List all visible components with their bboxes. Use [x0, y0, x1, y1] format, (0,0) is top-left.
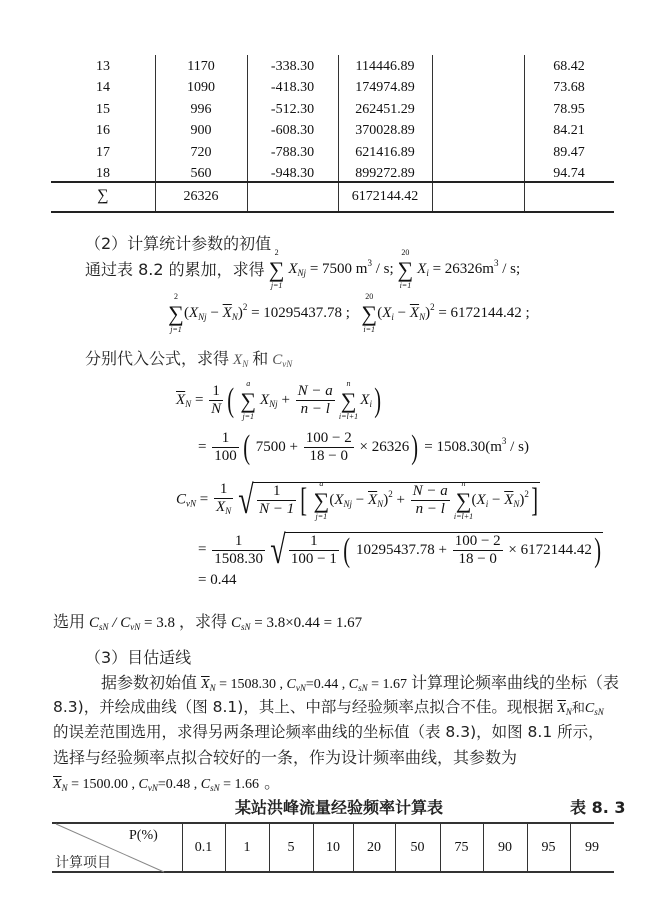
- formula-cv-line-3: = 0.44: [198, 572, 237, 588]
- corner-header-item: 计算项目: [55, 855, 111, 871]
- table-cell-sq: 899272.89: [355, 166, 415, 181]
- table-cell-dev: -512.30: [270, 102, 315, 117]
- table-8-3-label: 表 8. 3: [570, 798, 626, 817]
- column-header-p: 99: [585, 840, 599, 855]
- column-header-p: 0.1: [194, 840, 213, 855]
- formula-cv-line-2: = $\frac{1}{1508.30}$ √ $\frac{1}{100 - 1}$ ( 10295437.78 + $\frac{100 - 2}{18 - 0}$ × 6172144.42): [198, 530, 603, 570]
- sum-line-1: [85, 247, 521, 290]
- table-cell-p: 84.21: [553, 123, 585, 138]
- table-cell-sq: 262451.29: [355, 102, 415, 117]
- section-3-heading: （3）目估适线: [85, 648, 192, 667]
- sigma-icon: ∑ 2 j=1: [268, 247, 285, 290]
- column-header-p: 1: [243, 840, 251, 855]
- substitute-line: 分别代入公式，求得 XN 和 CvN: [85, 349, 293, 369]
- table-cell-dev: -338.30: [270, 59, 315, 74]
- table-cell-sq: 114446.89: [355, 59, 415, 74]
- sigma-icon: ∑ n i=l+1: [453, 478, 474, 521]
- table-cell-q: 1170: [187, 59, 215, 74]
- sum-q: 26326: [183, 189, 219, 204]
- table-cell-p: 68.42: [553, 59, 585, 74]
- table-cell-q: 900: [190, 123, 212, 138]
- para-line-5: $\overline{X}_N = 1500.00$ , $C_{vN}=0.48$ , $C_{sN} = 1.66$ 。: [53, 773, 281, 793]
- table-cell-m: 15: [96, 102, 110, 117]
- table-cell-q: 720: [190, 145, 212, 160]
- table-cell-dev: -608.30: [270, 123, 315, 138]
- sum-label: ∑: [97, 187, 109, 204]
- sigma-icon: ∑ 20 i=1: [361, 291, 378, 334]
- sqrt-icon: √: [238, 477, 254, 522]
- table-cell-q: 560: [190, 166, 212, 181]
- table-8-2-tail: [51, 55, 614, 213]
- table-cell-m: 16: [96, 123, 110, 138]
- column-header-p: 75: [454, 840, 469, 855]
- column-header-p: 20: [367, 840, 381, 855]
- column-header-p: 5: [287, 840, 295, 855]
- para-line-1: 据参数初始值 $\overline{X}_N = 1508.30$ , $C_{vN}=0.44$ , $C_{sN} = 1.67$ 计算理论频率曲线的坐标（表: [101, 673, 620, 693]
- table-cell-m: 13: [96, 59, 110, 74]
- table-bottom-rule: [51, 211, 614, 213]
- formula-mean-line-1: $\overline{X}_N$ = $\frac{1}{N}$ ( ∑ a j=1 $X_{Nj}$ + $\frac{N - a}{n - l}$ ∑ n i=l+1 $X_i$): [176, 378, 382, 421]
- table-cell-sq: 174974.89: [355, 80, 415, 95]
- table-8-3: [52, 822, 614, 873]
- table-cell-sq: 370028.89: [355, 123, 415, 138]
- column-header-p: 50: [410, 840, 425, 855]
- sum-expr-1: ∑ 2 j=1 $X_{Nj} = 7500$ $m^3$ / s; ∑ 20 i=1 $X_i = 26326m^3 / s$;: [268, 247, 521, 290]
- sqrt-icon: √: [270, 527, 286, 572]
- column-header-p: 90: [498, 840, 512, 855]
- table-cell-m: 17: [96, 145, 110, 160]
- sigma-icon: ∑ a j=1: [313, 478, 330, 521]
- table-cell-m: 18: [96, 166, 110, 181]
- table-cell-dev: -788.30: [270, 145, 315, 160]
- table-cell-p: 89.47: [553, 145, 585, 160]
- column-divider: [432, 55, 433, 213]
- table-cell-p: 94.74: [553, 166, 585, 181]
- table-cell-m: 14: [96, 80, 110, 95]
- column-header-p: 10: [326, 840, 340, 855]
- corner-header-p: P(%): [129, 828, 158, 843]
- section-2-heading: （2）计算统计参数的初值: [85, 234, 272, 253]
- formula-mean-line-2: = $\frac{1}{100}$ ( 7500 + $\frac{100 - 2}{18 - 0}$ × $26326) = 1508.30(m^3 / s)$: [198, 428, 529, 466]
- select-line: 选用 $C_{sN} / C_{vN} = 3.8$ ，求得 $C_{sN} = 3.8\times 0.44 = 1.67$: [53, 612, 363, 632]
- table-cell-dev: -418.30: [270, 80, 315, 95]
- table-cell-p: 73.68: [553, 80, 585, 95]
- sigma-icon: ∑ a j=1: [240, 378, 257, 421]
- table-cell-p: 78.95: [553, 102, 585, 117]
- sum-squares-line: ∑ 2 j=1 $(X_{Nj} - \overline{X}_N)^2 = 10295437.78$ ; ∑ 20 i=1 $(X_i - \overline{X}_N)^2 = 6172144.42$ ;: [168, 291, 530, 334]
- formula-cv-line-1: $C_{vN}$ = $\frac{1}{\overline{X}_N}$ √ $\frac{1}{N - 1}$ [ ∑ a j=1 $(X_{Nj} - \overline{X}_N)^2$ + $\frac{N - a}{n - l}$ ∑ n i=l+1 $(X_i - \overline{X}_N)^2$]: [176, 480, 540, 520]
- sigma-icon: ∑ n i=l+1: [338, 378, 359, 421]
- sigma-icon: ∑ 2 j=1: [168, 291, 184, 334]
- sum-line-prefix: 通过表 8.2 的累加，求得: [85, 260, 265, 279]
- para-line-3: 的误差范围选用，求得另两条理论频率曲线的坐标值（表 8.3)，如图 8.1 所示，: [53, 723, 604, 741]
- table-8-3-title: 某站洪峰流量经验频率计算表: [235, 798, 444, 817]
- sigma-icon: ∑ 20 i=1: [397, 247, 414, 290]
- table-cell-q: 996: [190, 102, 212, 117]
- table-cell-dev: -948.30: [270, 166, 315, 181]
- column-header-p: 95: [541, 840, 556, 855]
- para-line-4: 选择与经验频率点拟合较好的一条，作为设计频率曲线，其参数为: [53, 748, 518, 767]
- table-cell-q: 1090: [187, 80, 215, 95]
- sum-sq: 6172144.42: [351, 189, 419, 204]
- para-line-2: 8.3)，并绘成曲线（图 8.1)，其上、中部与经验频率点拟合不佳。现根据 $\overline{X}_N$和$C_{sN}$: [53, 698, 604, 717]
- table-cell-sq: 621416.89: [355, 145, 415, 160]
